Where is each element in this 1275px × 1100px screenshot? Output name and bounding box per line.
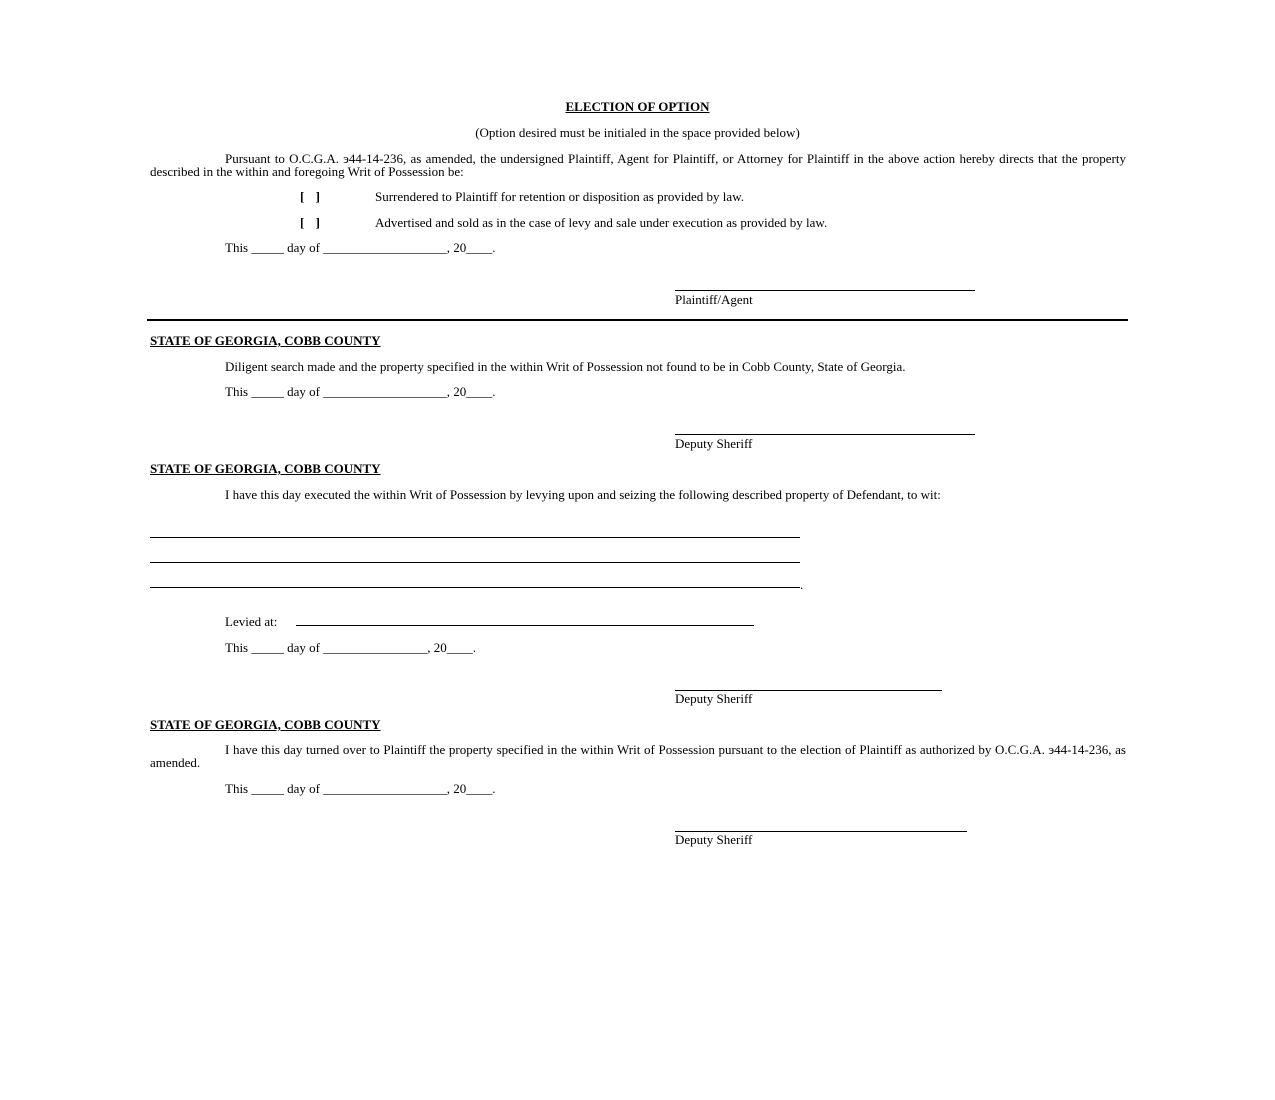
- property-line-3: [150, 587, 800, 588]
- not-found-paragraph: Diligent search made and the property specified in the within Writ of Possession not found to be in Cobb County, State of Georgia.: [225, 359, 906, 374]
- property-line-2: [150, 562, 800, 563]
- turnover-paragraph: I have this day turned over to Plaintiff the property specified in the within Writ of Possession pursuant to the election of Plaintiff as authorized by O.C.G.A. э44-14-236, as amended.: [150, 742, 1126, 770]
- election-date-line: This _____ day of ___________________, 20____.: [225, 240, 496, 255]
- plaintiff-signature-label: Plaintiff/Agent: [675, 292, 753, 307]
- levy-date-line: This _____ day of ________________, 20____.: [225, 640, 476, 655]
- levied-at-label: Levied at:: [225, 614, 278, 629]
- option-1-checkbox[interactable]: [ ]: [300, 189, 324, 204]
- not-found-signature-line: [675, 434, 975, 435]
- not-found-date-line: This _____ day of ___________________, 20____.: [225, 384, 496, 399]
- property-period: .: [800, 577, 804, 592]
- levy-signature-label: Deputy Sheriff: [675, 691, 753, 706]
- property-line-1: [150, 537, 800, 538]
- levy-paragraph: I have this day executed the within Writ of Possession by levying upon and seizing the following described property of Defendant, to wit:: [225, 487, 941, 502]
- election-paragraph: Pursuant to O.C.G.A. э44-14-236, as amended, the undersigned Plaintiff, Agent for Plaintiff, or Attorney for Plaintiff in the above action hereby directs that the property described in the within and foregoing Writ of Possession be:: [150, 151, 1126, 179]
- election-title: ELECTION OF OPTION: [565, 99, 710, 114]
- option-2-checkbox[interactable]: [ ]: [300, 215, 324, 230]
- plaintiff-signature-line: [675, 290, 975, 291]
- option-1-label: Surrendered to Plaintiff for retention or disposition as provided by law.: [375, 189, 744, 204]
- levied-at-line: [296, 625, 754, 626]
- turnover-heading: STATE OF GEORGIA, COBB COUNTY: [150, 717, 381, 732]
- not-found-signature-label: Deputy Sheriff: [675, 436, 753, 451]
- election-subtitle: (Option desired must be initialed in the space provided below): [475, 125, 800, 140]
- turnover-signature-label: Deputy Sheriff: [675, 832, 753, 847]
- section-divider: [147, 319, 1128, 321]
- levy-heading: STATE OF GEORGIA, COBB COUNTY: [150, 461, 381, 476]
- not-found-heading: STATE OF GEORGIA, COBB COUNTY: [150, 333, 381, 348]
- option-2-label: Advertised and sold as in the case of levy and sale under execution as provided by law.: [375, 215, 828, 230]
- turnover-date-line: This _____ day of ___________________, 20____.: [225, 781, 496, 796]
